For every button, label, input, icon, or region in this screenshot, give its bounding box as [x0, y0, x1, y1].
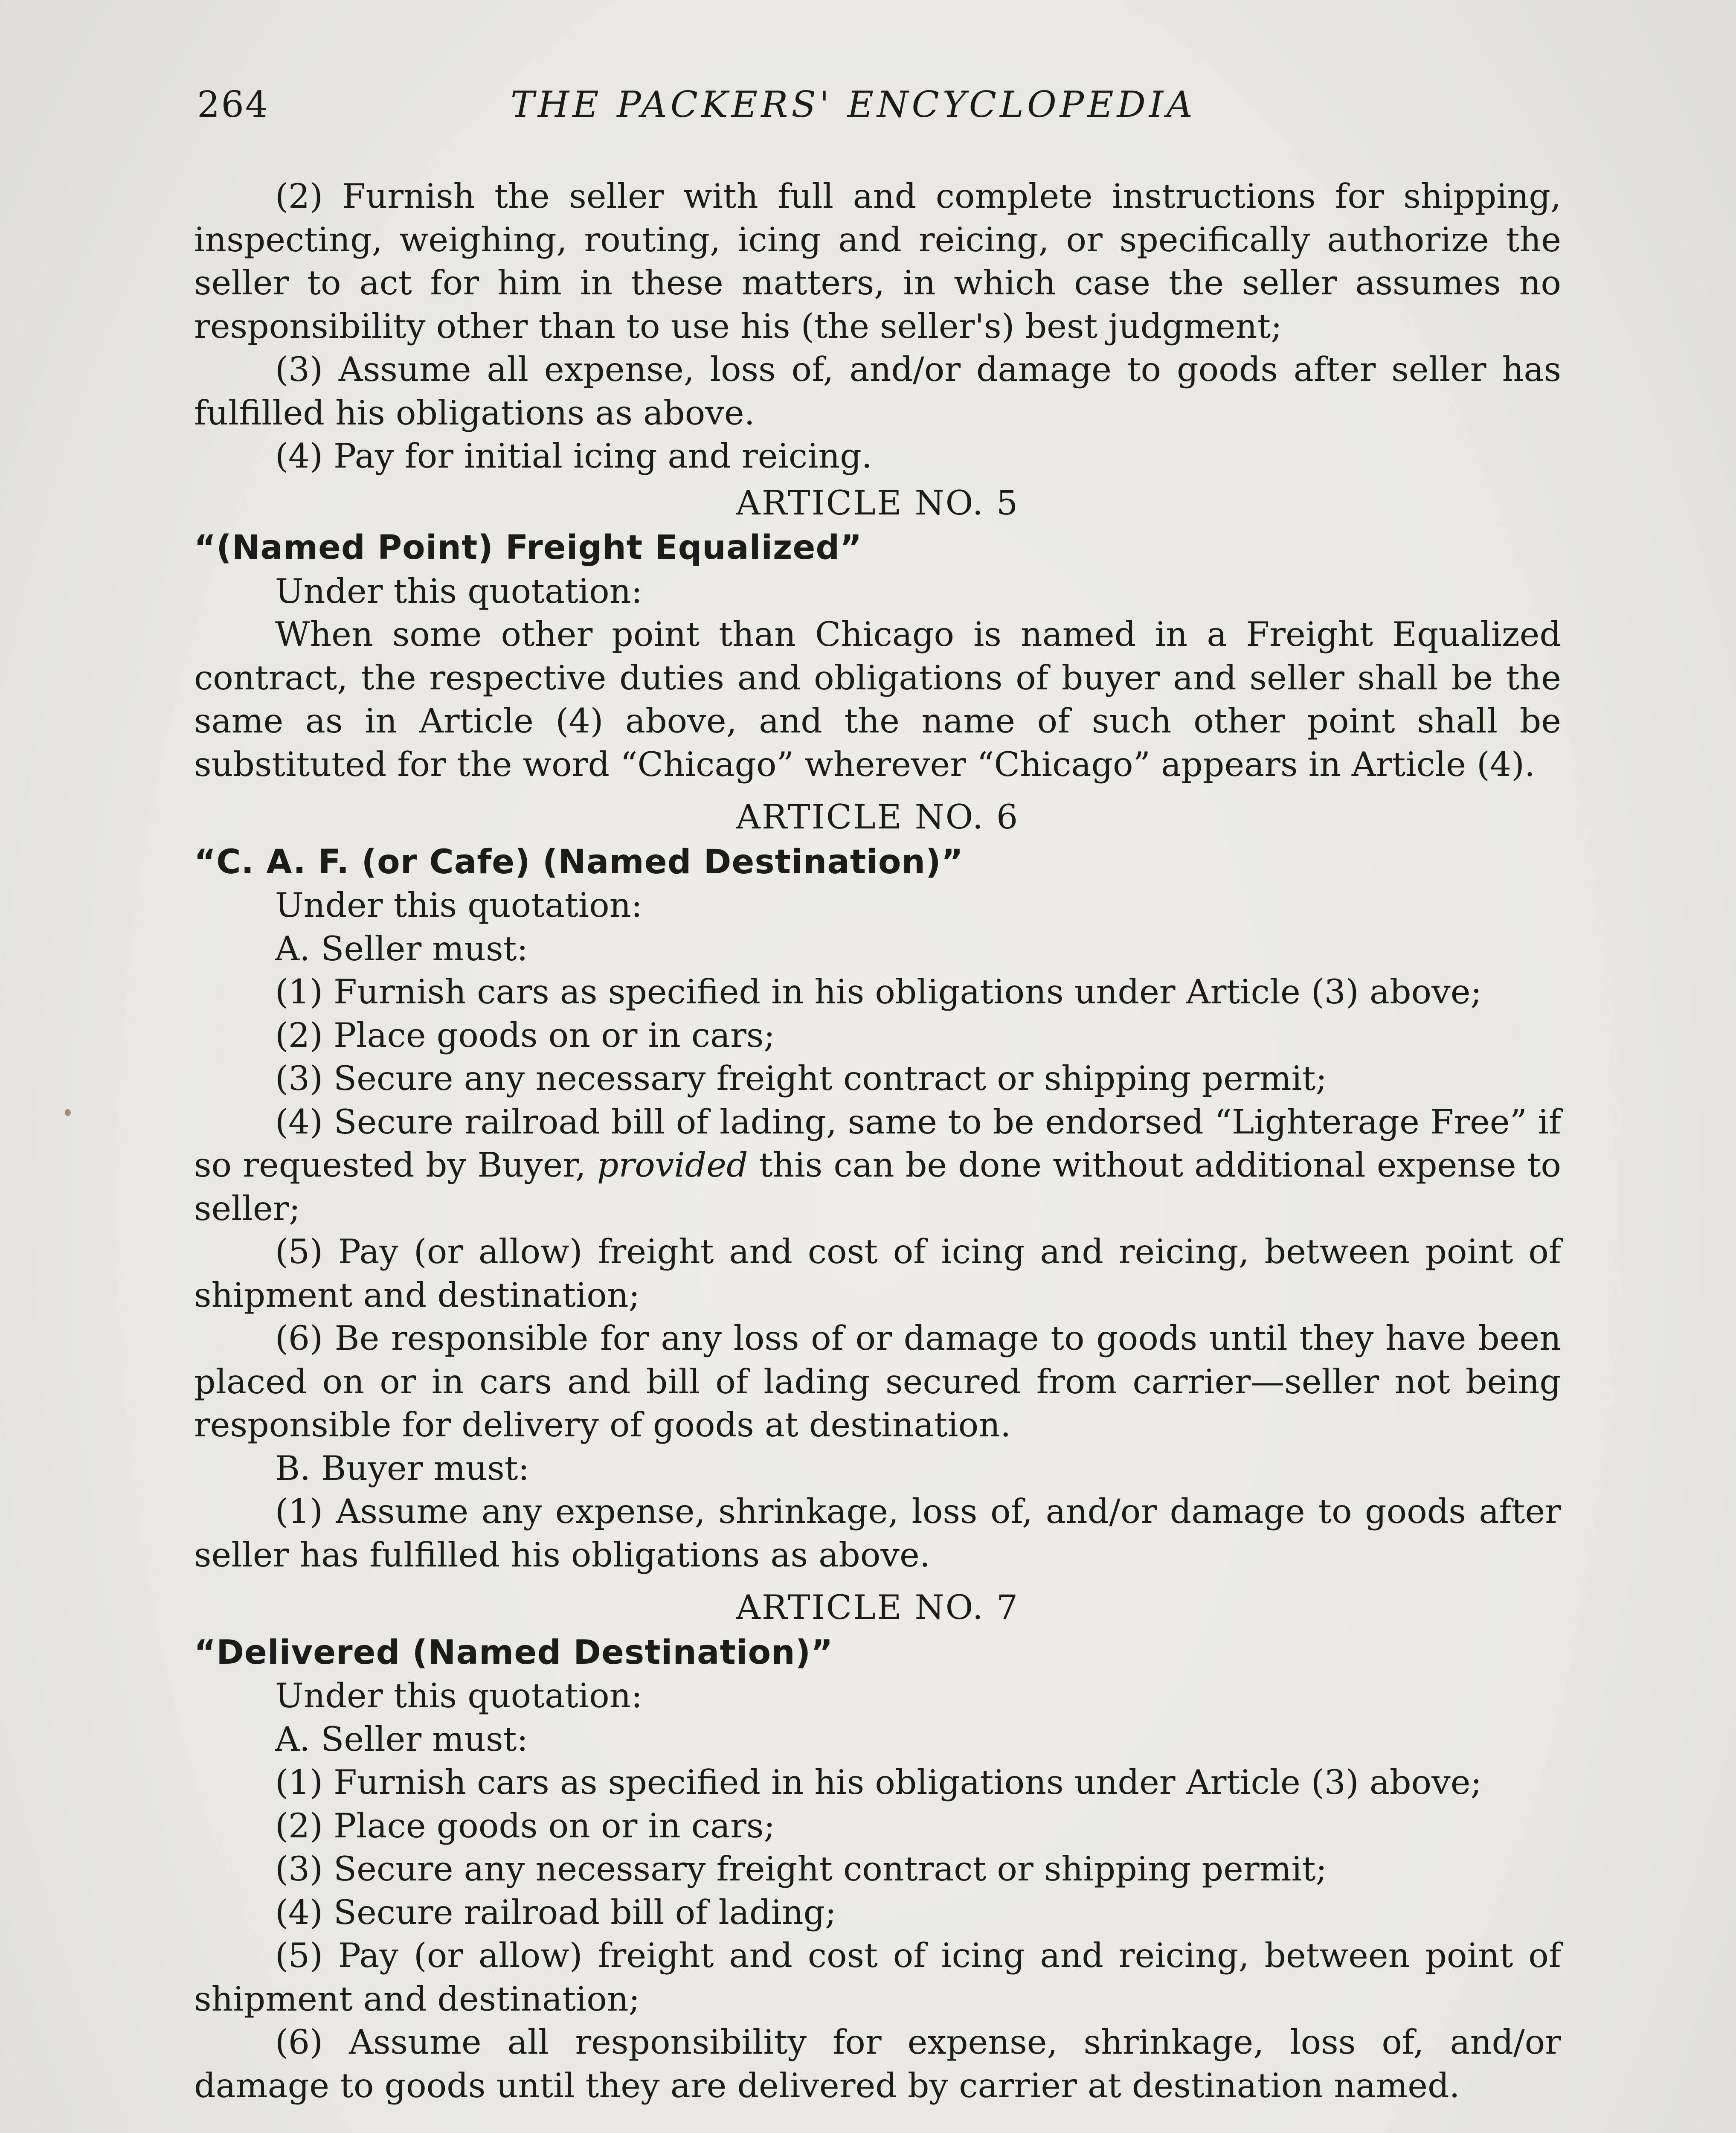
running-title: THE PACKERS' ENCYCLOPEDIA	[511, 84, 1196, 125]
article-subheading: “(Named Point) Freight Equalized”	[194, 529, 862, 567]
paragraph: Under this quotation:	[275, 571, 643, 611]
page-number: 264	[197, 84, 270, 125]
list-item: (2) Place goods on or in cars;	[275, 1806, 775, 1845]
running-head	[197, 84, 1562, 131]
text-run: (4) Secure railroad bill of lading, same to be endorsed “Lighterage Free” if so requested by Buyer,	[194, 1102, 1561, 1185]
text-run: this can be done without additional expense to seller;	[194, 1145, 1561, 1228]
article-subheading: “Delivered (Named Destination)”	[194, 1633, 833, 1672]
body-text	[194, 175, 1561, 2107]
list-heading: A. Seller must:	[275, 929, 528, 968]
article-heading: ARTICLE NO. 5	[736, 483, 1019, 523]
paragraph: Under this quotation:	[275, 1676, 643, 1715]
paragraph: When some other point than Chicago is named in a Freight Equalized contract, the respective duties and obligations of buyer and seller shall be the same as in Article (4) above, and the name of such other point shall be substituted for the word “Chicago” wherever “Chicago” appears in Article (4).	[194, 615, 1561, 784]
paragraph: (2) Furnish the seller with full and complete instructions for shipping, inspecting, weighing, routing, icing and reicing, or specifically authorize the seller to act for him in these matters, in which case the seller assumes no responsibility other than to use his (the seller's) best judgment;	[194, 177, 1561, 346]
list-item: (6) Be responsible for any loss of or damage to goods until they have been placed on or in cars and bill of lading secured from carrier—seller not being responsible for delivery of goods at destination.	[194, 1319, 1561, 1444]
list-item	[194, 1101, 1561, 1231]
list-item: (5) Pay (or allow) freight and cost of icing and reicing, between point of shipment and destination;	[194, 1936, 1561, 2019]
list-item: (1) Assume any expense, shrinkage, loss of, and/or damage to goods after seller has fulfilled his obligations as above.	[194, 1492, 1561, 1575]
paper-speck	[65, 1109, 71, 1116]
list-heading: B. Buyer must:	[275, 1448, 530, 1488]
list-item: (3) Secure any necessary freight contract or shipping permit;	[275, 1849, 1327, 1889]
italic-word: provided	[597, 1145, 748, 1185]
list-item: (1) Furnish cars as specified in his obligations under Article (3) above;	[275, 972, 1482, 1011]
article-subheading: “C. A. F. (or Cafe) (Named Destination)”	[194, 843, 964, 881]
list-heading: A. Seller must:	[275, 1719, 528, 1759]
paragraph: (3) Assume all expense, loss of, and/or damage to goods after seller has fulfilled his obligations as above.	[194, 350, 1561, 433]
paragraph: Under this quotation:	[275, 886, 643, 925]
list-item: (2) Place goods on or in cars;	[275, 1015, 775, 1055]
list-item: (3) Secure any necessary freight contract or shipping permit;	[275, 1059, 1327, 1098]
article-heading: ARTICLE NO. 7	[736, 1588, 1019, 1627]
list-item: (1) Furnish cars as specified in his obligations under Article (3) above;	[275, 1763, 1482, 1802]
list-item: (4) Secure railroad bill of lading;	[275, 1892, 836, 1932]
list-item: (6) Assume all responsibility for expense, shrinkage, loss of, and/or damage to goods until they are delivered by carrier at destination named.	[194, 2023, 1561, 2105]
paragraph: (4) Pay for initial icing and reicing.	[275, 436, 872, 476]
article-heading: ARTICLE NO. 6	[736, 797, 1019, 837]
list-item: (5) Pay (or allow) freight and cost of icing and reicing, between point of shipment and destination;	[194, 1232, 1561, 1315]
